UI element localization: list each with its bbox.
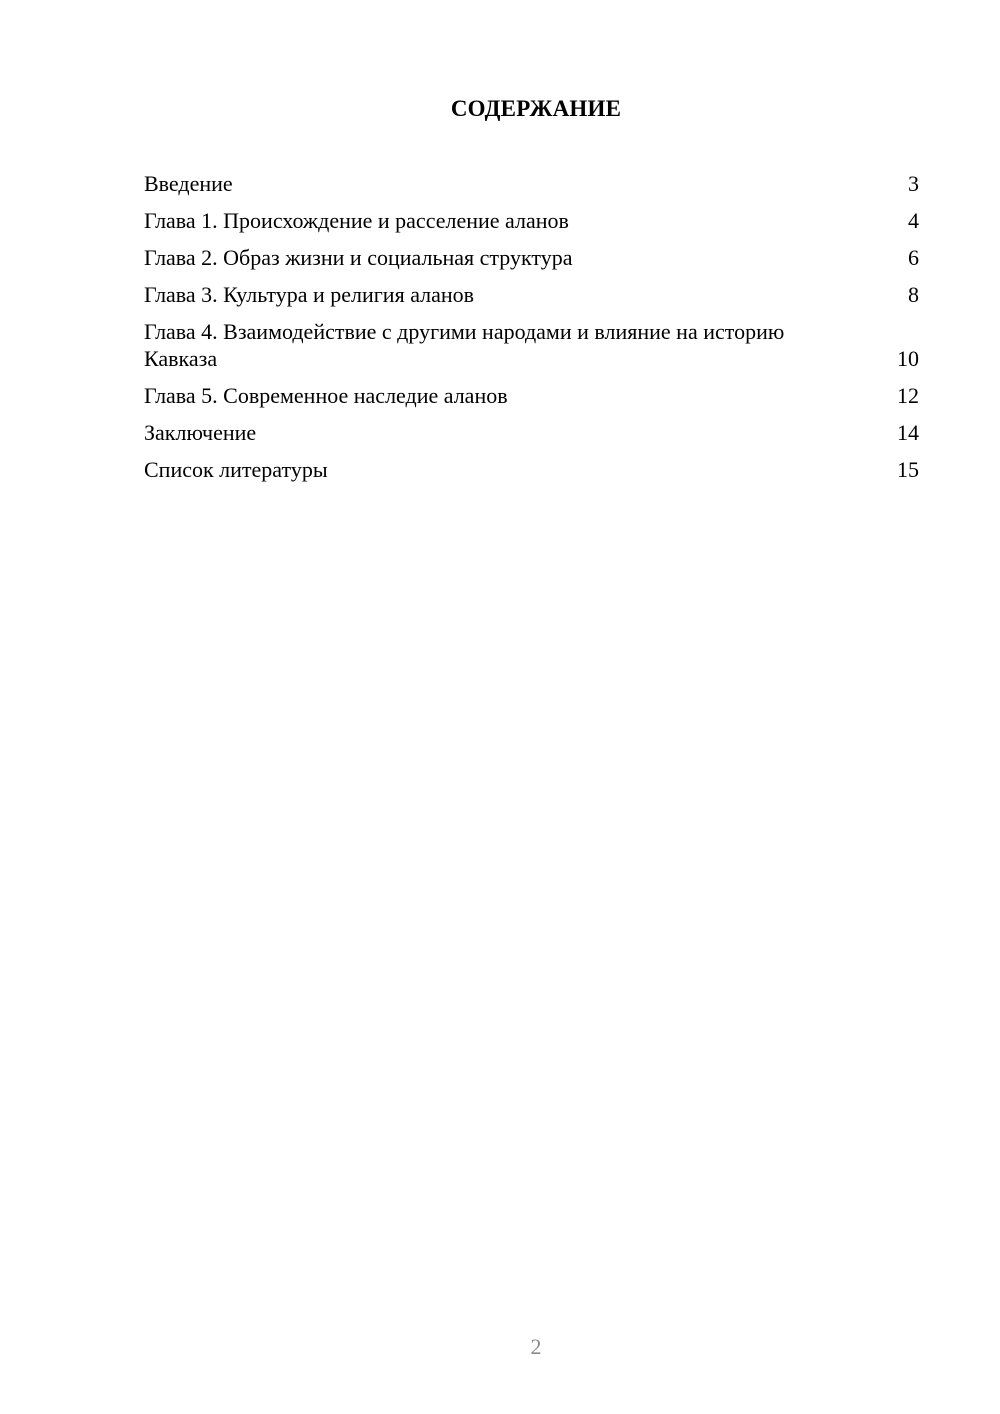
toc-entry-text: Глава 2. Образ жизни и социальная структура: [144, 245, 573, 270]
toc-entry-text: Глава 3. Культура и религия аланов: [144, 282, 475, 307]
toc-entry-page: 6: [908, 245, 919, 270]
toc-entry-page: 12: [897, 383, 919, 408]
toc-entry-page: 10: [897, 346, 919, 371]
toc-entry-text: Список литературы: [144, 457, 328, 482]
toc-entry-text: Глава 5. Современное наследие аланов: [144, 383, 508, 408]
toc-entry-page: 3: [908, 171, 919, 196]
toc-entry-chapter-1: [144, 207, 919, 234]
table-of-contents: [144, 170, 919, 493]
toc-entry-text: Заключение: [144, 420, 257, 445]
toc-entry-chapter-4: [144, 318, 919, 372]
toc-entry-chapter-2: [144, 244, 919, 271]
toc-entry-page: 4: [908, 208, 919, 233]
toc-entry-text: Глава 1. Происхождение и расселение аланов: [144, 208, 569, 233]
page-title: СОДЕРЖАНИЕ: [450, 96, 622, 121]
toc-entry-chapter-5: [144, 382, 919, 409]
toc-entry-page: 8: [908, 282, 919, 307]
page-number: 2: [530, 1334, 542, 1359]
toc-entry-conclusion: [144, 419, 919, 446]
toc-entry-text: Глава 4. Взаимодействие с другими народами и влияние на историю Кавказа: [144, 319, 785, 371]
toc-entry-text: Введение: [144, 171, 233, 196]
toc-entry-page: 14: [897, 420, 919, 445]
toc-entry-introduction: [144, 170, 919, 197]
toc-entry-chapter-3: [144, 281, 919, 308]
toc-entry-references: [144, 456, 919, 483]
toc-entry-page: 15: [897, 457, 919, 482]
